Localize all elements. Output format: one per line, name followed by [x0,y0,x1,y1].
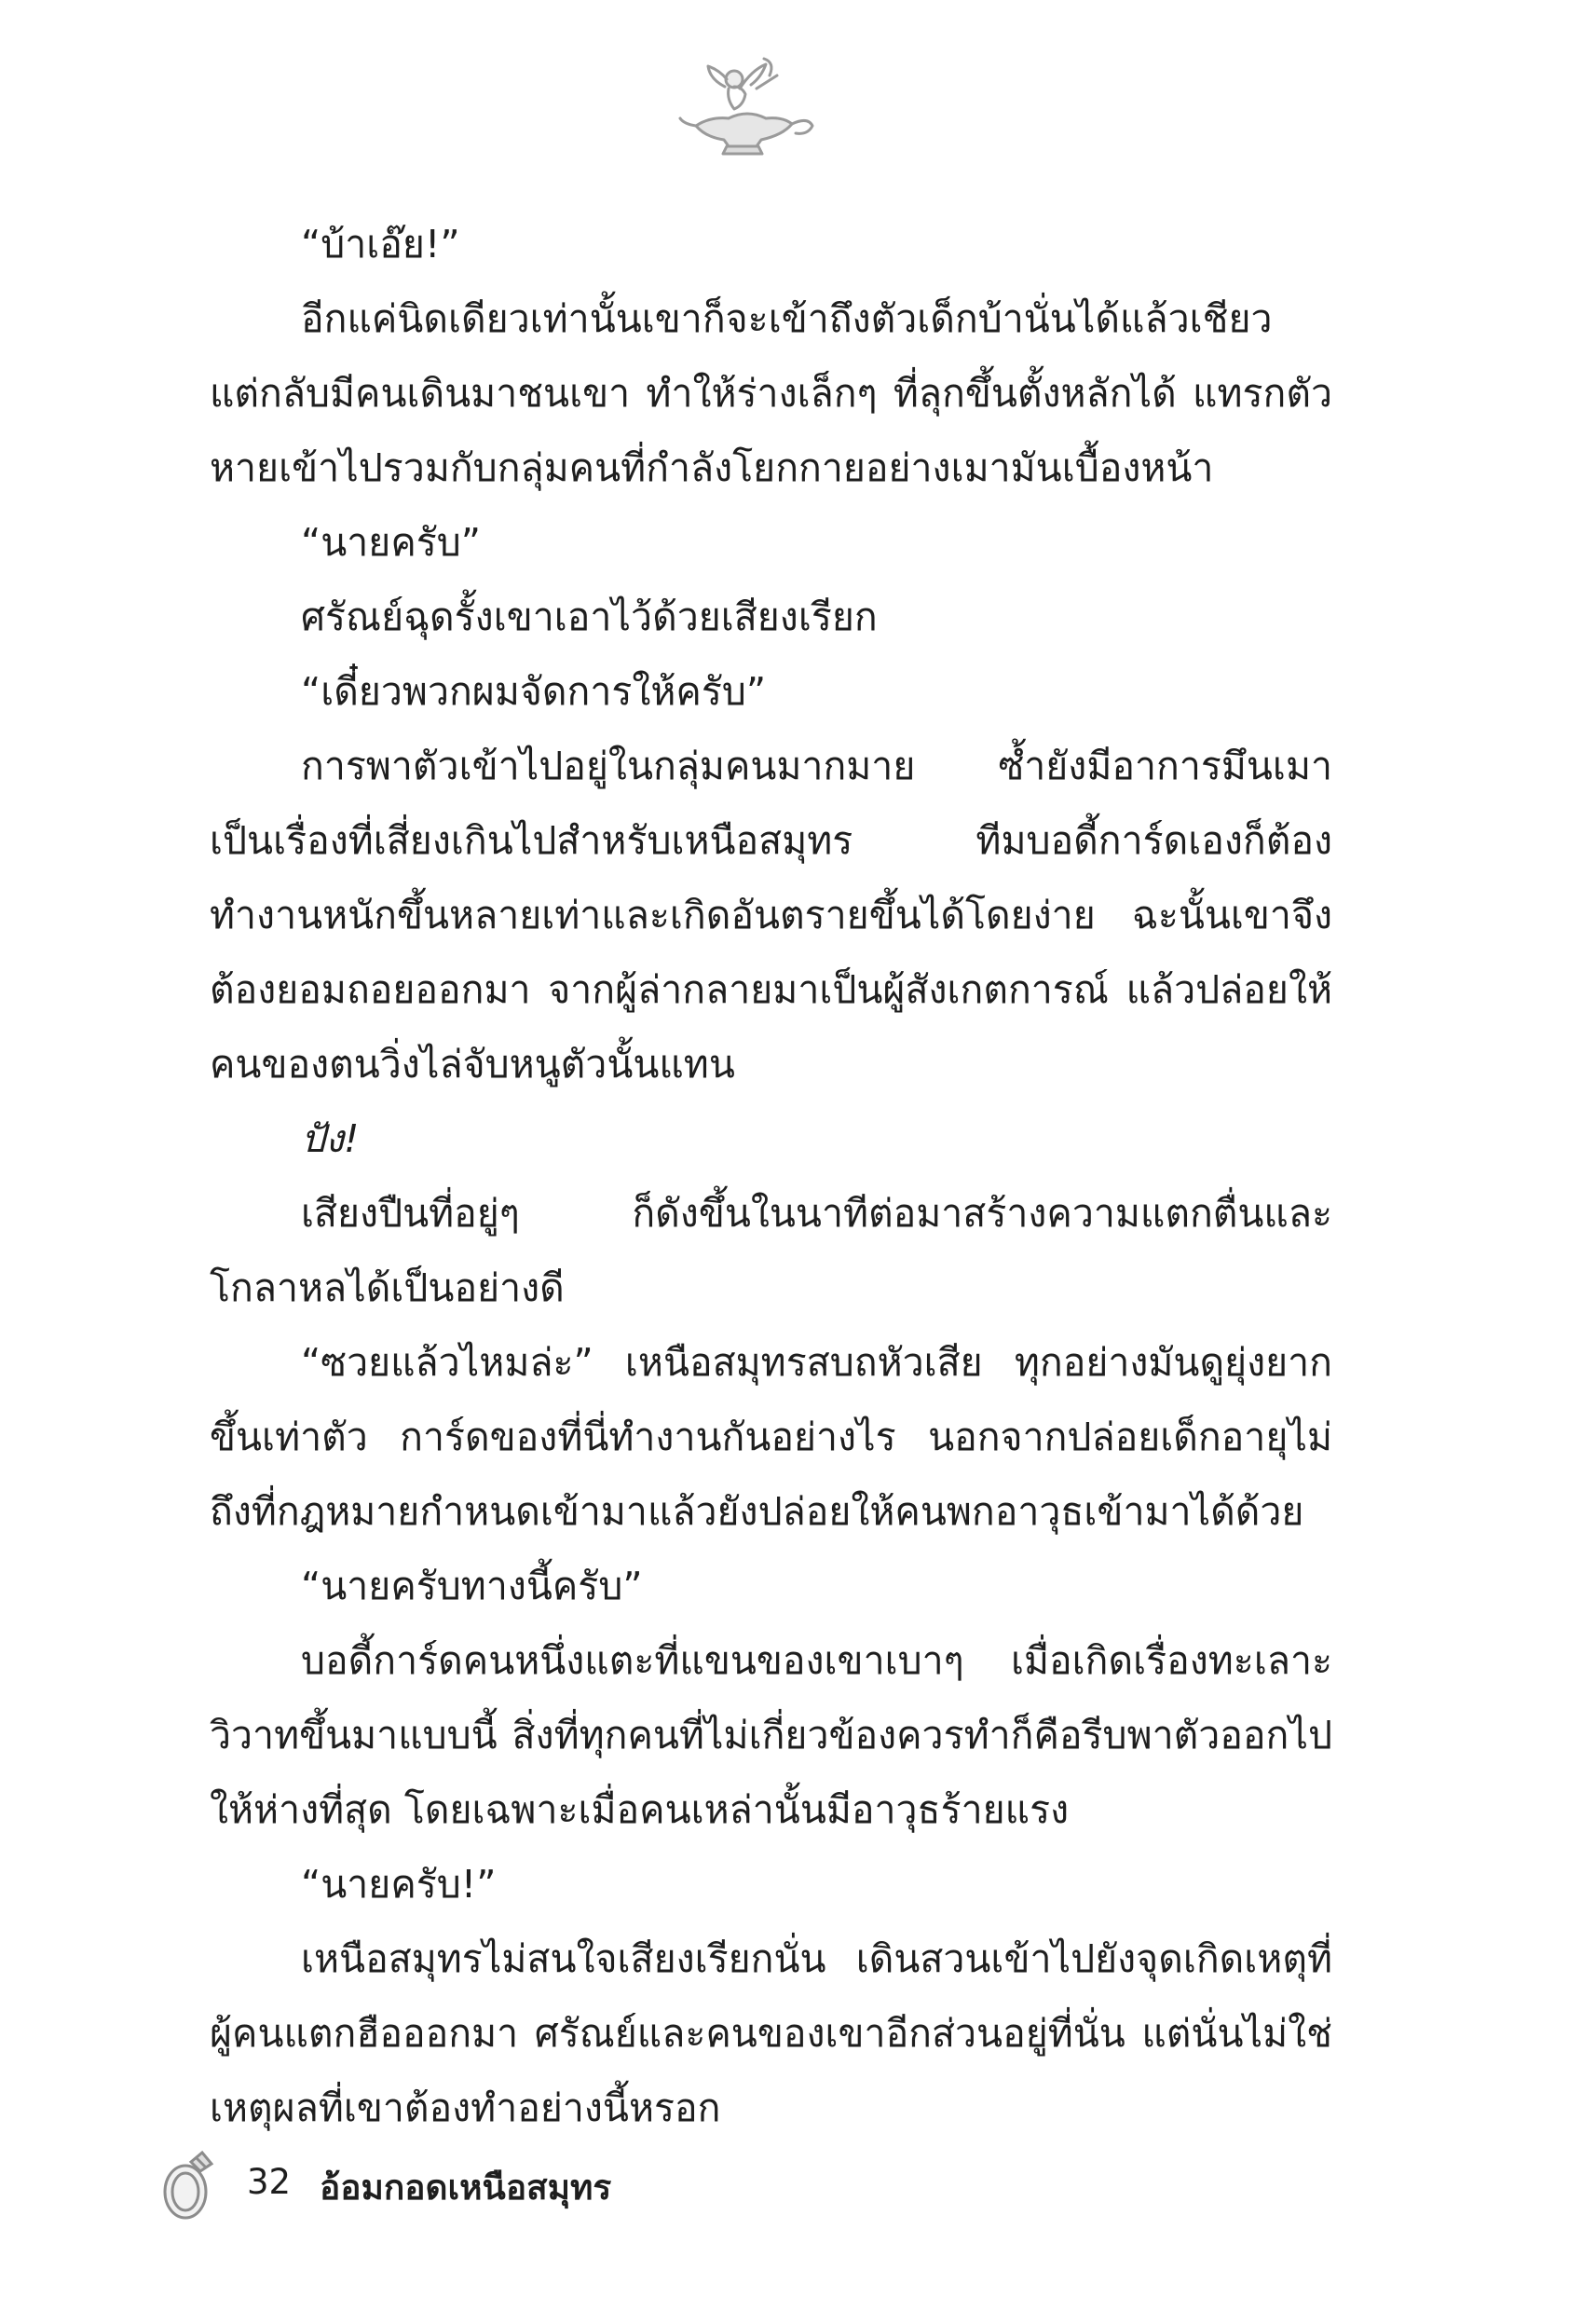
book-title: อ้อมกอดเหนือสมุทร [320,2167,612,2208]
paragraph: “เดี๋ยวพวกผมจัดการให้ครับ” [301,669,767,714]
paragraph: เหนือสมุทรไม่สนใจเสียงเรียกนั่น เดินสวนเข้าไปยังจุดเกิดเหตุที่ผู้คนแตกฮือออกมา ศรัณย์และคนของเขาอีกส่วนอยู่ที่นั่น แต่นั่นไม่ใช่เหตุผลที่เขาต้องทำอย่างนี้หรอก [210,1936,1332,2130]
paragraph: “บ้าเอ๊ย!” [301,222,460,267]
cupid-lamp-icon [673,51,822,163]
paragraph: ศรัณย์ฉุดรั้งเขาเอาไว้ด้วยเสียงเรียก [301,595,878,639]
page-number: 32 [247,2162,292,2202]
paragraph: “ซวยแล้วไหมล่ะ” เหนือสมุทรสบถหัวเสีย ทุกอย่างมันดูยุ่งยากขึ้นเท่าตัว การ์ดของที่นี่ทำงานกันอย่างไร นอกจากปล่อยเด็กอายุไม่ถึงที่กฎหมายกำหนดเข้ามาแล้วยังปล่อยให้คนพกอาวุธเข้ามาได้ด้วย [210,1340,1332,1534]
page-footer [154,2143,806,2227]
paragraph: “นายครับ!” [301,1862,497,1907]
chapter-body [210,207,1332,2145]
paragraph: เสียงปืนที่อยู่ๆ ก็ดังขึ้นในนาทีต่อมาสร้างความแตกตื่นและโกลาหลได้เป็นอย่างดี [210,1191,1332,1310]
paragraph: บอดี้การ์ดคนหนึ่งแตะที่แขนของเขาเบาๆ เมื่อเกิดเรื่องทะเลาะวิวาทขึ้นมาแบบนี้ สิ่งที่ทุกคนที่ไม่เกี่ยวข้องควรทำก็คือรีบพาตัวออกไปให้ห่างที่สุด โดยเฉพาะเมื่อคนเหล่านั้นมีอาวุธร้ายแรง [210,1638,1332,1832]
ring-icon [154,2143,221,2223]
paragraph: “นายครับ” [301,520,482,565]
paragraph: ปัง! [301,1116,360,1161]
paragraph: อีกแค่นิดเดียวเท่านั้นเขาก็จะเข้าถึงตัวเด็กบ้านั่นได้แล้วเชียว แต่กลับมีคนเดินมาชนเขา ทำให้ร่างเล็กๆ ที่ลุกขึ้นตั้งหลักได้ แทรกตัวหายเข้าไปรวมกับกลุ่มคนที่กำลังโยกกายอย่างเมามันเบื้องหน้า [210,296,1332,490]
paragraph: การพาตัวเข้าไปอยู่ในกลุ่มคนมากมาย ซ้ำยังมีอาการมึนเมา เป็นเรื่องที่เสี่ยงเกินไปสำหรับเหนือสมุทร ทีมบอดี้การ์ดเองก็ต้องทำงานหนักขึ้นหลายเท่าและเกิดอันตรายขึ้นได้โดยง่าย ฉะนั้นเขาจึงต้องยอมถอยออกมา จากผู้ล่ากลายมาเป็นผู้สังเกตการณ์ แล้วปล่อยให้คนของตนวิ่งไล่จับหนูตัวนั้นแทน [210,744,1332,1087]
paragraph: “นายครับทางนี้ครับ” [301,1564,643,1608]
